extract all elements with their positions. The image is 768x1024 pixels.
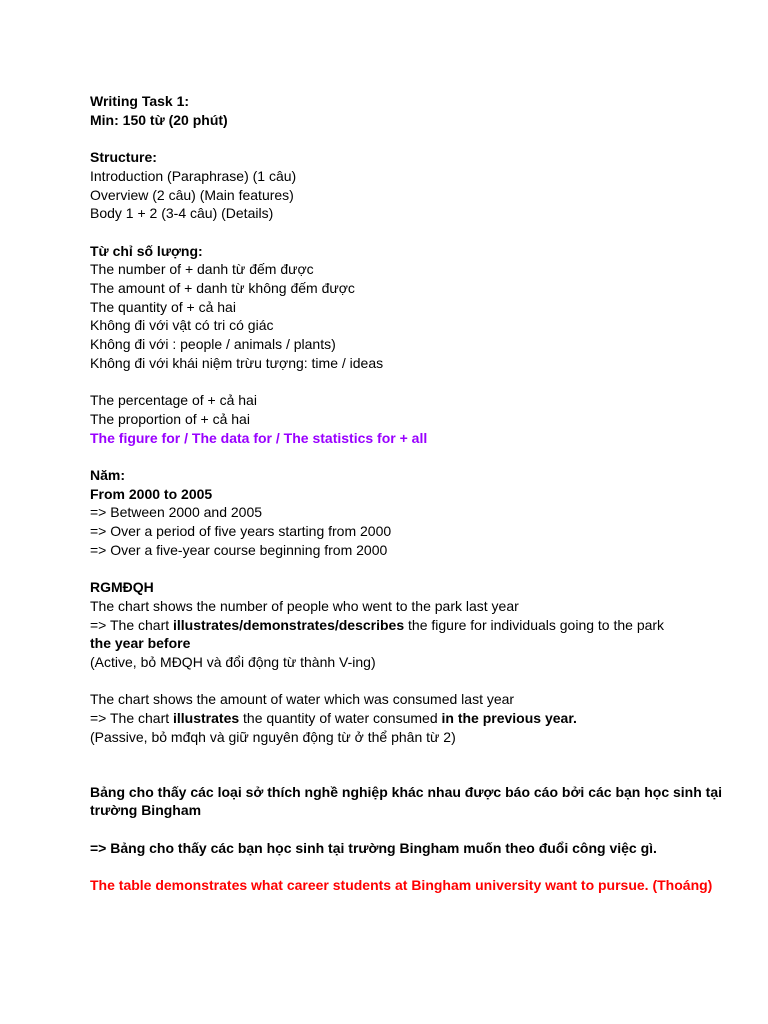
example1-answer-verbs: illustrates/demonstrates/describes xyxy=(173,616,405,633)
example2-note: (Passive, bỏ mđqh và giữ nguyên động từ ở thể phân từ 2) xyxy=(90,728,456,745)
document-body xyxy=(90,92,730,895)
year-line: => Between 2000 and 2005 xyxy=(90,504,263,521)
vn-translation: => Bảng cho thấy các bạn học sinh tại trường Bingham muốn theo đuổi công việc gì. xyxy=(90,839,657,856)
highlight-figure-line: The figure for / The data for / The statistics for + all xyxy=(90,429,428,446)
example1-sentence: The chart shows the number of people who went to the park last year xyxy=(90,597,519,614)
example1-answer-part: the figure for individuals going to the park xyxy=(404,616,665,633)
example2-answer-part: => The chart xyxy=(90,710,174,727)
example1-answer-part: => The chart xyxy=(90,616,174,633)
year-heading: Năm: xyxy=(90,467,126,483)
quantity-line: The percentage of + cả hai xyxy=(90,392,257,409)
quantity-line: The proportion of + cả hai xyxy=(90,410,250,427)
quantity-line: Không đi với vật có tri có giác xyxy=(90,317,274,334)
example2-sentence: The chart shows the amount of water which was consumed last year xyxy=(90,691,515,708)
example2-answer-part: the quantity of water consumed xyxy=(239,710,442,727)
example2-answer-end: in the previous year. xyxy=(441,710,577,727)
quantity-line: The number of + danh từ đếm được xyxy=(90,261,314,278)
structure-line: Body 1 + 2 (3-4 câu) (Details) xyxy=(90,205,274,222)
quantity-heading: Từ chỉ số lượng: xyxy=(90,242,203,259)
structure-line: Introduction (Paraphrase) (1 câu) xyxy=(90,167,297,184)
year-subheading: From 2000 to 2005 xyxy=(90,485,213,502)
example2-answer xyxy=(90,709,730,728)
rgmdqh-heading: RGMĐQH xyxy=(90,579,154,596)
example2-answer-verb: illustrates xyxy=(173,710,240,727)
year-line: => Over a period of five years starting from 2000 xyxy=(90,523,392,540)
doc-title: Writing Task 1: xyxy=(90,93,190,109)
year-line: => Over a five-year course beginning from 2000 xyxy=(90,541,388,558)
example1-answer-end: the year before xyxy=(90,635,191,652)
quantity-line: Không đi với khái niệm trừu tượng: time / ideas xyxy=(90,354,384,371)
en-translation: The table demonstrates what career students at Bingham university want to pursue. (Thoáng) xyxy=(90,877,713,893)
structure-line: Overview (2 câu) (Main features) xyxy=(90,186,294,203)
vn-sentence: Bảng cho thấy các loại sở thích nghề nghiệp khác nhau được báo cáo bởi các bạn học sinh tại trường Bingham xyxy=(90,783,723,819)
structure-heading: Structure: xyxy=(90,149,157,166)
quantity-line: The amount of + danh từ không đếm được xyxy=(90,280,355,296)
quantity-line: The quantity of + cả hai xyxy=(90,298,236,315)
example1-note: (Active, bỏ MĐQH và đổi động từ thành V-ing) xyxy=(90,654,376,671)
quantity-line: Không đi với : people / animals / plants) xyxy=(90,336,336,353)
min-words: Min: 150 từ (20 phút) xyxy=(90,111,228,128)
example1-answer xyxy=(90,616,730,635)
